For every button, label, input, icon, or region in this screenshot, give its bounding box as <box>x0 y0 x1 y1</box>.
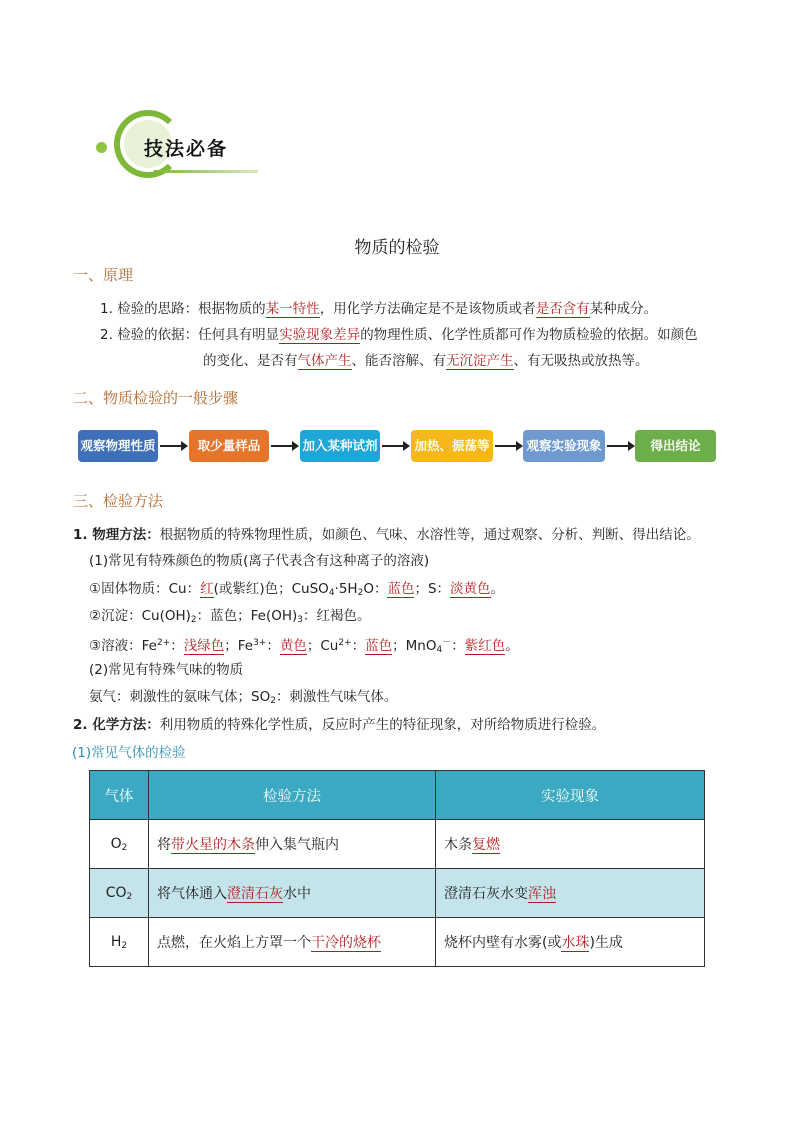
text: ；Fe <box>224 638 254 654</box>
text: 水中 <box>283 886 311 902</box>
badge-title: 技法必备 <box>144 138 229 160</box>
arrow-right-icon <box>495 445 521 447</box>
method-label: 2. 化学方法： <box>73 717 160 733</box>
text: ： <box>451 638 465 654</box>
text: 根据物质的特殊物理性质，如颜色、气味、水溶性等，通过观察、分析、判断、得出结论。 <box>159 527 700 543</box>
gas-cell <box>90 820 149 869</box>
text: 点燃，在火焰上方罩一个 <box>157 935 311 951</box>
result-cell <box>436 918 705 967</box>
flow-step-label: 取少量样品 <box>197 438 261 453</box>
text: ：刺激性气味气体。 <box>275 689 398 705</box>
charge: 3+ <box>253 638 267 648</box>
column-header: 检验方法 <box>149 771 436 820</box>
text: (或紫红)色；CuSO <box>213 581 329 597</box>
blank-answer: 蓝色 <box>387 581 415 597</box>
subscript: 2 <box>121 842 128 853</box>
text: ；S： <box>414 581 451 597</box>
subheading-color: (1)常见有特殊颜色的物质(离子代表含有这种离子的溶液) <box>89 553 430 569</box>
section-badge <box>96 110 266 182</box>
blank-answer: 无沉淀产生 <box>446 353 514 369</box>
text: 。 <box>490 581 505 597</box>
gas-cell <box>90 918 149 967</box>
text: CO <box>105 884 127 901</box>
solution-colors: ③溶液：$Fe^{2+}$：浅绿色；$Fe^{3+}$：黄色；$Cu^{2+}$：蓝色；MnO$_4$－：紫红色。 <box>89 638 519 655</box>
column-header: 实验现象 <box>436 771 705 820</box>
principle-item-2-cont <box>203 348 649 374</box>
subheading-gas: (1)常见气体的检验 <box>72 745 186 761</box>
blank-answer: 复燃 <box>472 837 500 853</box>
blank-answer: 浅绿色 <box>183 638 225 654</box>
text: 检验的思路：根据物质的 <box>117 301 266 317</box>
text: 利用物质的特殊化学性质，反应时产生的特征现象，对所给物质进行检验。 <box>159 717 606 733</box>
charge: 2+ <box>156 638 171 648</box>
arrow-right-icon <box>160 445 186 447</box>
blank-answer: 某一特性 <box>265 301 320 317</box>
text: 木条 <box>444 837 472 853</box>
principle-item-1 <box>100 296 657 322</box>
text: O <box>110 835 122 852</box>
flow-step-label: 得出结论 <box>650 438 701 453</box>
flow-step-label: 观察实验现象 <box>526 438 602 453</box>
text: 将气体通入 <box>157 886 227 902</box>
table-header-row <box>90 771 705 820</box>
text: )生成 <box>589 935 623 951</box>
method-cell <box>149 820 436 869</box>
charge: 2+ <box>338 638 352 648</box>
flow-step-4 <box>411 430 493 462</box>
text: 的变化、是否有 <box>203 353 298 369</box>
arrow-right-icon <box>607 445 633 447</box>
item-number: 2. <box>100 327 113 343</box>
text: ： <box>266 638 280 654</box>
section-heading-principle: 一、原理 <box>73 266 134 284</box>
text: 、有无吸热或放热等。 <box>513 353 649 369</box>
text: ：红褐色。 <box>303 608 371 624</box>
blank-answer: 紫红色 <box>464 638 506 654</box>
section-heading-steps: 二、物质检验的一般步骤 <box>73 389 239 407</box>
flow-step-6 <box>635 430 716 462</box>
badge-underline <box>154 170 258 173</box>
blank-answer: 黄色 <box>279 638 307 654</box>
flow-step-5 <box>523 430 605 462</box>
flow-step-2 <box>189 430 269 462</box>
text: 烧杯内壁有水雾(或 <box>444 935 562 951</box>
smell-substances: 氨气：刺激性的氨味气体；$SO_2$：刺激性气味气体。 <box>89 689 398 706</box>
blank-answer: 红 <box>200 581 214 597</box>
blank-answer: 带火星的木条 <box>171 837 255 853</box>
column-header: 气体 <box>90 771 149 820</box>
text: 、能否溶解、有 <box>351 353 446 369</box>
physical-method <box>73 522 700 548</box>
chemical-method <box>73 712 605 738</box>
blank-answer: 干冷的烧杯 <box>311 935 381 951</box>
text: ；MnO <box>392 638 437 654</box>
flow-step-label: 加热、振荡等 <box>414 438 490 453</box>
flow-step-label: 观察物理性质 <box>80 438 156 453</box>
subscript: 2 <box>126 891 133 902</box>
document-title: 物质的检验 <box>354 238 440 258</box>
method-label: 1. 物理方法： <box>73 527 160 543</box>
text: ：蓝色；Fe(OH) <box>196 608 298 624</box>
text: ： <box>351 638 366 654</box>
text: ·5H <box>334 581 358 597</box>
result-cell <box>436 869 705 918</box>
text: 。 <box>505 638 519 654</box>
subheading-smell: (2)常见有特殊气味的物质 <box>89 662 244 678</box>
precipitate-colors: ②沉淀：$Cu(OH)_2$：蓝色；$Fe(OH)_3$：红褐色。 <box>89 608 371 625</box>
item-number: 1. <box>100 301 113 317</box>
subscript: 2 <box>121 940 128 951</box>
blank-answer: 实验现象差异 <box>279 327 361 343</box>
flow-step-3 <box>300 430 380 462</box>
text: 澄清石灰水变 <box>444 886 528 902</box>
text: ，用化学方法确定是不是该物质或者 <box>319 301 536 317</box>
text: ①固体物质：Cu： <box>89 581 201 597</box>
text: ；Cu <box>306 638 339 654</box>
text: 氨气：刺激性的氨味气体；SO <box>89 689 271 705</box>
principle-item-2 <box>100 322 698 348</box>
charge: － <box>442 638 452 648</box>
blank-answer: 澄清石灰 <box>227 886 283 902</box>
text: ②沉淀：Cu(OH) <box>89 608 191 624</box>
result-cell <box>436 820 705 869</box>
text: 将 <box>157 837 171 853</box>
blank-answer: 气体产生 <box>297 353 352 369</box>
gas-test-table <box>89 770 705 967</box>
blank-answer: 淡黄色 <box>450 581 491 597</box>
table-row <box>90 918 705 967</box>
solid-colors: ①固体物质：Cu：红(或紫红)色；$CuSO_4\cdot 5H_2O$：蓝色；S：淡黄色。 <box>89 581 505 598</box>
blank-answer: 蓝色 <box>365 638 393 654</box>
method-cell <box>149 918 436 967</box>
gas-cell <box>90 869 149 918</box>
text: ③溶液：Fe <box>89 638 157 654</box>
text: H <box>110 933 122 950</box>
text: 的物理性质、化学性质都可作为物质检验的依据。如颜色 <box>360 327 698 343</box>
arrow-right-icon <box>271 445 297 447</box>
text: 检验的依据：任何具有明显 <box>117 327 280 343</box>
method-cell <box>149 869 436 918</box>
blank-answer: 浑浊 <box>528 886 556 902</box>
section-heading-methods: 三、检验方法 <box>73 492 164 510</box>
table-row <box>90 820 705 869</box>
table-row <box>90 869 705 918</box>
arrow-right-icon <box>382 445 408 447</box>
badge-dot <box>96 142 107 153</box>
text: ： <box>170 638 184 654</box>
text: 伸入集气瓶内 <box>255 837 339 853</box>
blank-answer: 是否含有 <box>535 301 590 317</box>
blank-answer: 水珠 <box>561 935 590 951</box>
text: O： <box>363 581 388 597</box>
text: 某种成分。 <box>589 301 658 317</box>
flow-step-1 <box>78 430 158 462</box>
flow-step-label: 加入某种试剂 <box>302 438 378 453</box>
